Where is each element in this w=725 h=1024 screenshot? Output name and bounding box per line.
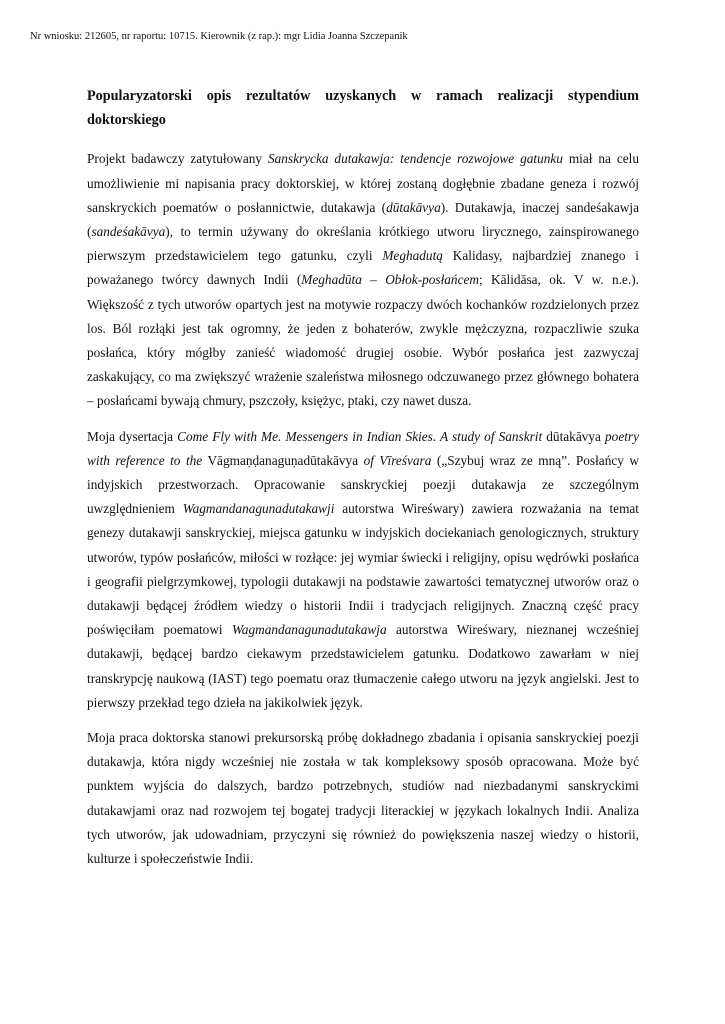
p1-text-3: ). Dutakawja, inaczej sandeśakawja ( [87,199,639,240]
document-title: Popularyzatorski opis rezultatów uzyskanych w ramach realizacji stypendium doktorskiego [87,88,639,129]
paragraph-3 [87,726,639,871]
p2-text-6: autorstwa Wireśwary, nieznanej wcześniej dutakawji, będącej bardzo ciekawym przedstawicielem gatunku. Dodatkowo zawarłam w niej transkrypcję naukową (IAST) tego poematu oraz tłumaczenie całego utworu na język angielski. Jest to pierwszy przekład tego dzieła na jakikolwiek język. [87,622,640,710]
p2-italic-wagmandana: Wagmandanagunadutakawji [182,501,335,517]
p3-text-1: Moja praca doktorska stanowi prekursorską próbę dokładnego zbadania i opisania sanskryckiej poezji dutakawja, która nigdy wcześniej nie została w tak kompleksowy sposób opracowana. Może być punktem wyjścia do dalszych, bardzo potrzebnych, studiów nad niezbadanymi sanskryckimi dutakawjami oraz nad rozwojem tej bogatej tradycji literackiej w językach lokalnych Indii. Analiza tych utworów, jak udowadniam, przyczyni się również do powiększenia naszej wiedzy o historii, kulturze i społeczeństwie Indii. [87,730,639,867]
report-header: Nr wniosku: 212605, nr raportu: 10715. Kierownik (z rap.): mgr Lidia Joanna Szczepanik [30,31,408,42]
p2-italic-title-cont: poetry with reference to the [87,428,639,468]
p1-text-2: miał na celu umożliwienie mi napisania pracy doktorskiej, w której zostaną dogłębnie zbadane geneza i rozwój sanskryckich poematów o posłannictwie, dutakawja ( [87,151,640,215]
p2-text-3: Vāgmaṇḍanaguṇadūtakāvya [202,452,364,468]
p2-text-2: dūtakāvya [542,428,606,444]
p2-italic-dissertation-title: Come Fly with Me. Messengers in Indian Skies. A study of Sanskrit [177,428,543,444]
paragraph-1 [87,147,639,413]
document-body [87,84,639,882]
p1-italic-meghaduta: Meghadutą [382,248,443,264]
p1-text-5: Kalidasy, najbardziej znanego i poważanego twórcy dawnych Indii ( [87,248,639,288]
p2-text-5: autorstwa Wireśwary) zawiera rozważania na temat genezy dutakawji sanskryckiej, miejsca gatunku w indyjskich dociekaniach genologicznych, struktury utworów, typów posłańców, miłości w rozłące: jej wymiar świecki i religijny, opisu wędrówki posłańca i geografii pielgrzymkowej, typologii dutakawji na podstawie zawartości tematycznej utworów oraz o dutakawji będącej źródłem wiedzy o historii Indii i tradycjach religijnych. Znaczną część pracy poświęciłam poematowi [87,501,640,638]
p2-italic-viresvara: of Vīreśvara [363,452,432,468]
p1-text-6: ; Kālidāsa, ok. V w. n.e.). Większość z tych utworów opartych jest na motywie rozpaczy dwóch kochanków rozdzielonych przez los. Ból rozłąki jest tak ogromny, że jeden z bohaterów, zwykle mężczyzna, rozpaczliwie szuka posłańca, który mógłby zanieść wiadomość drugiej osobie. Wybór posłańca jest zazwyczaj zaskakujący, co ma zwiększyć wrażenie szaleństwa miłosnego odczuwanego przez głównego bohatera – posłańcami bywają chmury, pszczoły, księżyc, ptaki, czy nawet dusza. [87,272,640,409]
p1-italic-project-title: Sanskrycka dutakawja: tendencje rozwojowe gatunku [267,151,563,167]
paragraph-2 [87,425,639,715]
p1-italic-dutakavya: dūtakāvya [386,199,441,215]
p1-italic-meghaduta-title: Meghadūta – Obłok-posłańcem [301,272,479,288]
p2-text-4: („Szybuj wraz ze mną”. Posłańcy w indyjskich przestworzach. Opracowanie sanskryckiej poezji dutakawja ze szczególnym uwzględnieniem [87,452,639,517]
p2-italic-wagmandana-2: Wagmandanagunadutakawja [231,622,387,638]
p1-italic-sandesakavya: sandeśakāvya [91,224,166,240]
p1-text-1: Projekt badawczy zatytułowany [87,151,268,167]
p2-text-1: Moja dysertacja [87,428,178,444]
p1-text-4: ), to termin używany do określania krótkiego utworu lirycznego, zainspirowanego pierwszym przedstawicielem tego gatunku, czyli [87,224,639,264]
